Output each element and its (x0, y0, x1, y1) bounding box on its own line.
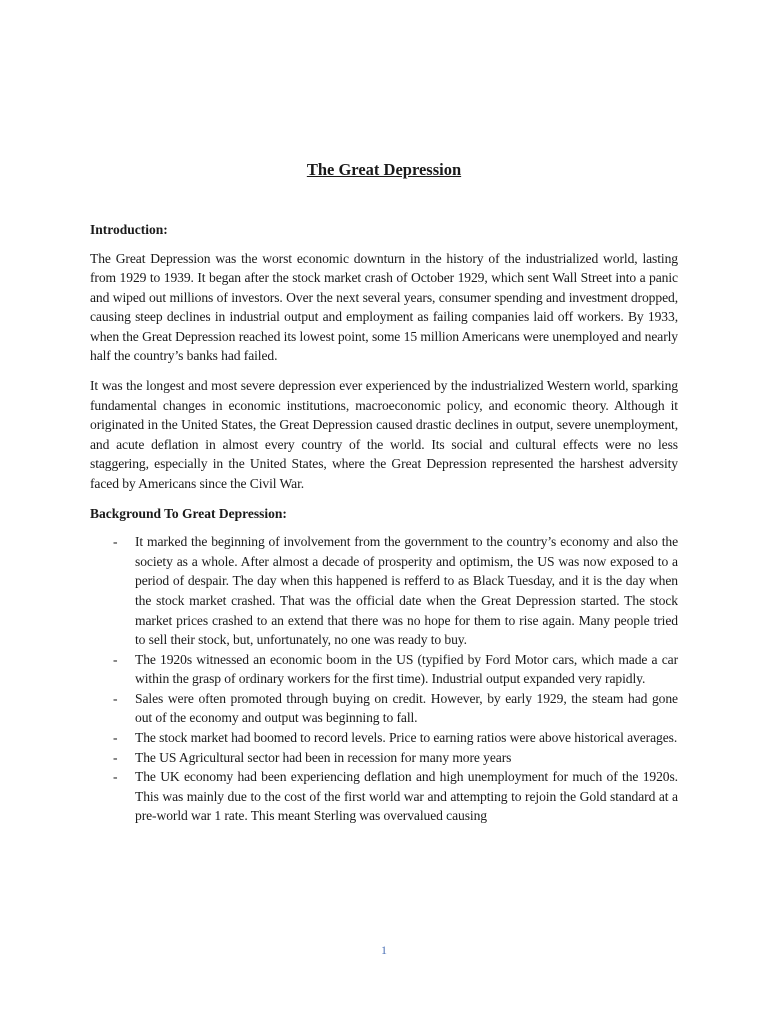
bullet-item (90, 748, 678, 768)
bullet-text: The US Agricultural sector had been in recession for many more years (135, 749, 512, 765)
bullet-text: Sales were often promoted through buying on credit. However, by early 1929, the steam had gone out of the economy and output was beginning to fall. (135, 690, 678, 726)
introduction-heading: Introduction: (90, 222, 168, 237)
bullet-dash: - (113, 769, 118, 785)
document-page (90, 0, 678, 1024)
bullet-text: It marked the beginning of involvement from the government to the country’s economy and also the society as a whole. After almost a decade of prosperity and optimism, the US was now exposed to a period of despair. The day when this happened is refferd to as Black Tuesday, and it is the day when the stock market crashed. That was the official date when the Great Depression started. The stock market prices crashed to an extend that there was no hope for them to rise again. Many people tried to sell their stock, but, unfortunately, no one was ready to buy. (135, 534, 678, 648)
bullet-item (90, 689, 678, 728)
bullet-dash: - (113, 730, 118, 746)
intro-paragraph-2: It was the longest and most severe depression ever experienced by the industrialized Western world, sparking fundamental changes in economic institutions, macroeconomic policy, and economic theory. Although it originated in the United States, the Great Depression caused drastic declines in output, severe unemployment, and acute deflation in almost every country of the world. Its social and cultural effects were no less staggering, especially in the United States, where the Great Depression represented the harshest adversity faced by Americans since the Civil War. (90, 378, 678, 492)
bullet-dash: - (113, 749, 118, 765)
bullet-item (90, 728, 678, 748)
bullet-dash: - (113, 690, 118, 706)
document-title: The Great Depression (306, 160, 462, 179)
background-bullet-list (90, 532, 678, 826)
bullet-text: The UK economy had been experiencing deflation and high unemployment for much of the 1920s. This was mainly due to the cost of the first world war and attempting to rejoin the Gold standard at a pre-world war 1 rate. This meant Sterling was overvalued causing (135, 769, 678, 824)
bullet-item (90, 767, 678, 826)
intro-paragraph-1: The Great Depression was the worst economic downturn in the history of the industrialized world, lasting from 1929 to 1939. It began after the stock market crash of October 1929, which sent Wall Street into a panic and wiped out millions of investors. Over the next several years, consumer spending and investment dropped, causing steep declines in industrial output and employment as failing companies laid off workers. By 1933, when the Great Depression reached its lowest point, some 15 million Americans were unemployed and nearly half the country’s banks had failed. (90, 250, 678, 364)
bullet-dash: - (113, 651, 118, 667)
bullet-text: The 1920s witnessed an economic boom in the US (typified by Ford Motor cars, which made a car within the grasp of ordinary workers for the first time). Industrial output expanded very rapidly. (135, 651, 678, 687)
bullet-text: The stock market had boomed to record levels. Price to earning ratios were above historical averages. (135, 730, 678, 746)
bullet-item (90, 650, 678, 689)
document-body (90, 220, 678, 826)
page-number: 1 (381, 943, 387, 957)
bullet-item (90, 532, 678, 650)
background-heading: Background To Great Depression: (90, 505, 287, 521)
bullet-dash: - (113, 534, 118, 550)
